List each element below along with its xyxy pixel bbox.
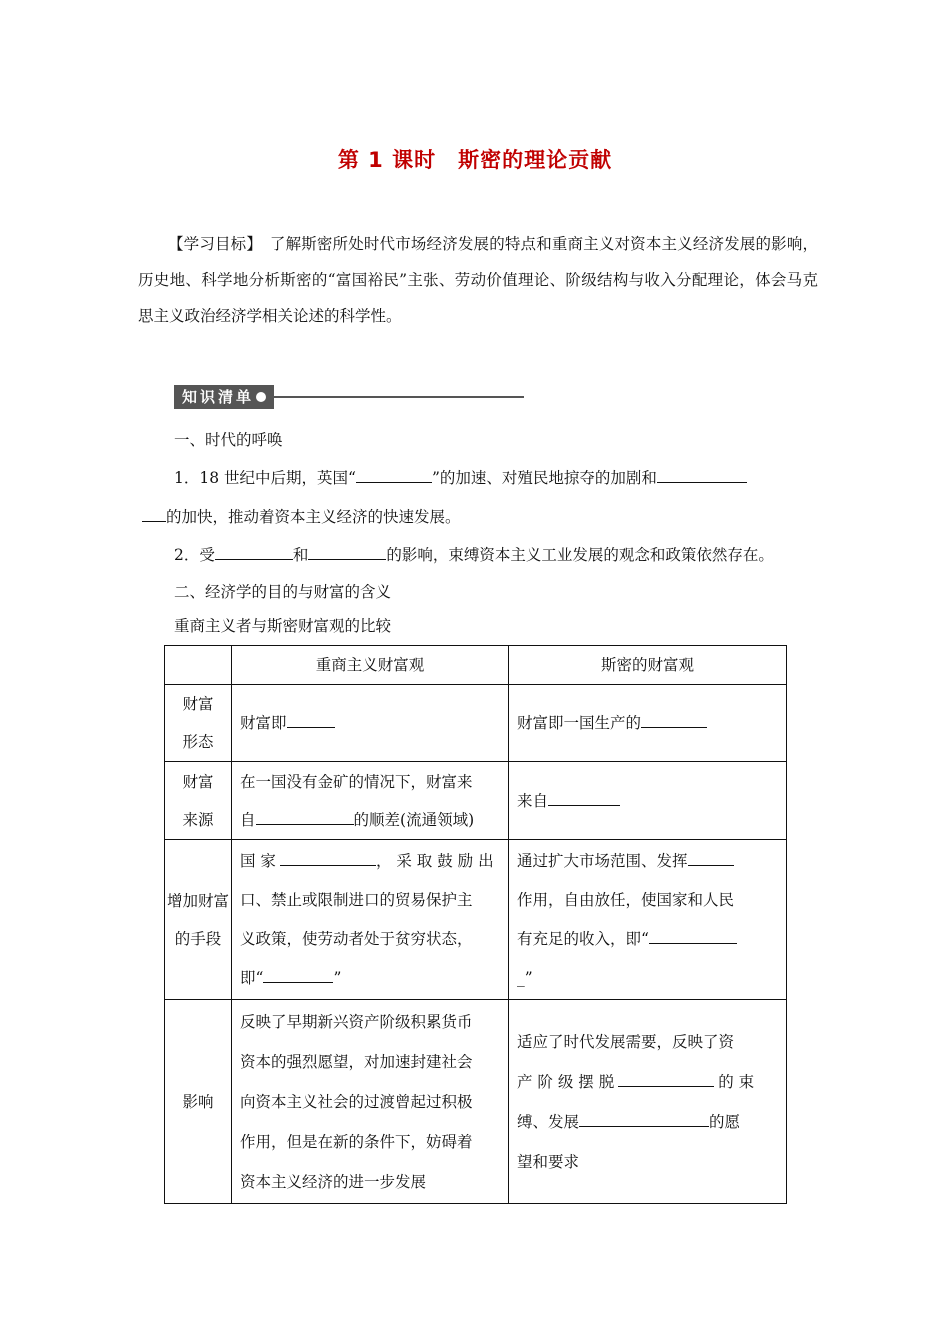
item-1-line-2	[142, 505, 461, 527]
cell-text: 望和要求	[517, 1152, 580, 1171]
cell-line	[517, 1102, 778, 1142]
cell-line	[517, 920, 778, 959]
corner-cell	[165, 646, 232, 685]
row-head-impact: 影响	[165, 1000, 232, 1204]
cell-text: 向资本主义社会的过渡曾起过积极	[240, 1092, 473, 1111]
cell-text: 国 家	[240, 851, 276, 870]
cell-text: 的 束	[718, 1072, 755, 1091]
comparison-table	[164, 645, 787, 1204]
cell-line	[240, 801, 500, 839]
heading-1: 一、时代的呼唤	[174, 431, 283, 449]
blank-12[interactable]	[649, 929, 737, 944]
cell-text: 通过扩大市场范围、发挥	[517, 851, 688, 870]
section-divider	[274, 396, 524, 398]
bullet-dot-icon	[256, 392, 266, 402]
blank-9[interactable]	[280, 851, 376, 866]
blank-2-cont[interactable]	[142, 507, 166, 522]
row-head-text: 来源	[182, 810, 214, 829]
item-2-text-a: 2．受	[174, 546, 215, 564]
cell-text: _”	[517, 968, 533, 987]
cell-r2-c2	[509, 762, 787, 840]
page-title: 第 1 课时 斯密的理论贡献	[337, 148, 613, 172]
item-2-text-b: 和	[292, 546, 309, 564]
blank-8[interactable]	[548, 791, 620, 806]
cell-text: 即“	[240, 968, 264, 987]
item-1-text-b: ”的加速、对殖民地掠夺的加剧和	[431, 469, 657, 487]
blank-1[interactable]	[356, 468, 432, 483]
cell-text: 自	[240, 810, 256, 829]
item-2	[174, 543, 774, 565]
table-row	[165, 840, 787, 1000]
cell-text: 口、禁止或限制进口的贸易保护主	[240, 890, 473, 909]
table-row	[165, 1000, 787, 1204]
cell-text: 来自	[517, 791, 549, 810]
cell-text: 有充足的收入，即“	[517, 929, 649, 948]
cell-text: 适应了时代发展需要，反映了资	[517, 1032, 735, 1051]
blank-2[interactable]	[657, 468, 747, 483]
table-row	[165, 685, 787, 762]
row-head-text: 财富	[182, 772, 214, 791]
item-1-text-c: 的加快，推动着资本主义经济的快速发展。	[166, 508, 461, 526]
cell-text: 的愿	[709, 1112, 741, 1131]
blank-6[interactable]	[641, 713, 707, 728]
cell-text: ”	[333, 968, 342, 987]
cell-line	[517, 842, 778, 881]
row-head-source	[165, 762, 232, 840]
section-label: 知识清单	[182, 388, 255, 406]
section-label-box	[174, 385, 274, 409]
cell-text: 作用，自由放任，使国家和人民	[517, 890, 735, 909]
cell-r1-c1	[232, 685, 509, 762]
section-header	[174, 385, 524, 409]
cell-r4-c2	[509, 1000, 787, 1204]
item-1-text-a: 1．18 世纪中后期，英国“	[174, 469, 356, 487]
row-head-text: 的手段	[174, 929, 222, 948]
row-head-text: 增加财富	[166, 891, 229, 910]
blank-14[interactable]	[579, 1112, 709, 1127]
cell-text: 义政策，使劳动者处于贫穷状态，	[240, 929, 473, 948]
cell-text: 财富即	[240, 714, 287, 732]
cell-text: 的顺差(流通领域)	[353, 810, 475, 829]
cell-r3-c2	[509, 840, 787, 1000]
cell-text: 财富即一国生产的	[517, 714, 642, 732]
blank-7[interactable]	[256, 810, 354, 825]
cell-text: 资本主义经济的进一步发展	[240, 1172, 427, 1191]
cell-text: 缚、发展	[517, 1112, 580, 1131]
cell-text: 在一国没有金矿的情况下，财富来	[240, 772, 473, 791]
blank-11[interactable]	[688, 851, 734, 866]
cell-text: 资本的强烈愿望，对加速封建社会	[240, 1052, 473, 1071]
blank-13[interactable]	[618, 1072, 714, 1087]
row-head-means	[165, 840, 232, 1000]
heading-2: 二、经济学的目的与财富的含义	[174, 583, 392, 601]
cell-r2-c1	[232, 762, 509, 840]
blank-5[interactable]	[287, 713, 335, 728]
row-head-form	[165, 685, 232, 762]
header-smith: 斯密的财富观	[509, 646, 787, 685]
cell-text: ， 采 取 鼓 励 出	[375, 851, 494, 870]
learning-goal: 【学习目标】 了解斯密所处时代市场经济发展的特点和重商主义对资本主义经济发展的影响，历史地、科学地分析斯密的“富国裕民”主张、劳动价值理论、阶级结构与收入分配理论，体会马克思主义政治经济学相关论述的科学性。	[138, 235, 818, 325]
cell-r3-c1	[232, 840, 509, 1000]
cell-line	[240, 842, 500, 881]
row-head-text: 财富	[182, 695, 214, 713]
blank-4[interactable]	[308, 545, 386, 560]
header-mercantilism: 重商主义财富观	[232, 646, 509, 685]
cell-text: 作用，但是在新的条件下，妨碍着	[240, 1132, 473, 1151]
cell-line	[517, 1062, 778, 1102]
table-caption: 重商主义者与斯密财富观的比较	[174, 617, 392, 635]
cell-text: 反映了早期新兴资产阶级积累货币	[240, 1012, 473, 1031]
cell-r1-c2	[509, 685, 787, 762]
row-head-text: 形态	[182, 733, 214, 751]
blank-3[interactable]	[215, 545, 293, 560]
table-header-row	[165, 646, 787, 685]
item-2-text-c: 的影响，束缚资本主义工业发展的观念和政策依然存在。	[386, 546, 774, 564]
blank-10[interactable]	[263, 968, 333, 983]
item-1-line-1	[174, 466, 747, 488]
cell-text: 产 阶 级 摆 脱	[517, 1072, 615, 1091]
cell-line	[240, 959, 500, 998]
table-row	[165, 762, 787, 840]
cell-r4-c1	[232, 1000, 509, 1204]
